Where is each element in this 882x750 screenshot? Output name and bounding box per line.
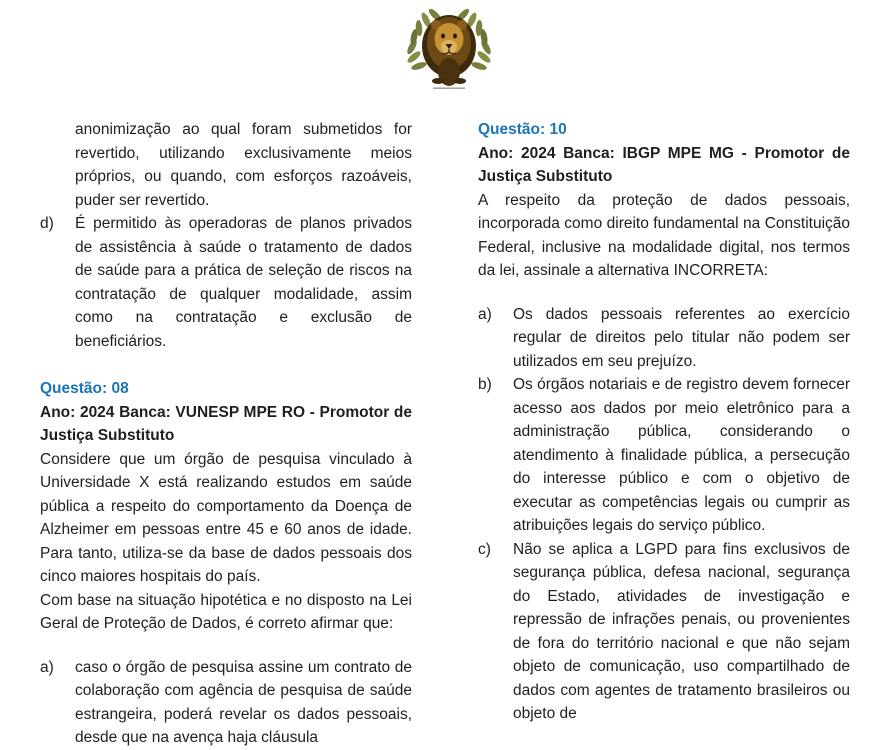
- option-d-marker: d): [40, 215, 54, 232]
- question-10-option-b: [478, 373, 850, 538]
- question-10-option-b-marker: b): [478, 376, 492, 393]
- question-08-option-a: [40, 656, 412, 750]
- question-08-body-1: Considere que um órgão de pesquisa vinculado à Universidade X está realizando estudos em saúde pública a respeito do comportamento da Doença de Alzheimer em pessoas entre 45 e 60 anos de idade. Para tanto, utiliza-se da base de dados pessoais dos cinco maiores hospitais do país.: [40, 450, 412, 585]
- question-08-option-a-text: caso o órgão de pesquisa assine um contrato de colaboração com agência de pesquisa de saúde estrangeira, poderá revelar os dados pessoais, desde que na avença haja cláusula: [75, 658, 412, 746]
- right-column: [478, 118, 850, 726]
- question-10-heading: Questão: 10: [478, 121, 567, 138]
- option-c-continuation: anonimização ao qual foram submetidos for revertido, utilizando exclusivamente meios próprios, ou quando, com esforços razoáveis, puder ser revertido.: [75, 121, 412, 209]
- lion-head-icon: [422, 15, 476, 89]
- question-10-option-c: [478, 538, 850, 726]
- question-10-option-b-text: Os órgãos notariais e de registro devem fornecer acesso aos dados por meio eletrônico para a administração pública, considerando o atendimento à finalidade pública, a persecução do interesse público e com o objetivo de executar as competências legais ou cumprir as atribuições legais do serviço público.: [513, 376, 850, 534]
- question-08-option-a-marker: a): [40, 658, 54, 676]
- question-10-option-c-text: Não se aplica a LGPD para fins exclusivos de segurança pública, defesa nacional, segurança do Estado, atividades de investigação e repressão de infrações penais, ou provenientes de fora do território nacional e que não sejam objeto de comunicação, uso compartilhado de dados com agentes de tratamento brasileiros ou objeto de: [513, 540, 850, 722]
- lion-laurel-icon: [389, 2, 509, 94]
- left-column: [40, 118, 412, 750]
- question-10-option-c-marker: c): [478, 540, 491, 558]
- question-08-source: Ano: 2024 Banca: VUNESP MPE RO - Promotor de Justiça Substituto: [40, 403, 412, 444]
- lion-laurel-emblem: [389, 2, 509, 94]
- question-08-body-2: Com base na situação hipotética e no disposto na Lei Geral de Proteção de Dados, é correto afirmar que:: [40, 591, 412, 632]
- question-10-body: A respeito da proteção de dados pessoais, incorporada como direito fundamental na Constituição Federal, inclusive na modalidade digital, nos termos da lei, assinale a alternativa INCORRETA:: [478, 191, 850, 279]
- question-08-heading: Questão: 08: [40, 380, 129, 397]
- question-10-option-a-text: Os dados pessoais referentes ao exercício regular de direitos pelo titular não podem ser utilizados em seu prejuízo.: [513, 305, 850, 370]
- option-d-text: É permitido às operadoras de planos privados de assistência à saúde o tratamento de dados de saúde para a prática de seleção de riscos na contratação de qualquer modalidade, assim como na contratação e exclusão de beneficiários.: [75, 215, 412, 350]
- question-10-source: Ano: 2024 Banca: IBGP MPE MG - Promotor de Justiça Substituto: [478, 144, 850, 185]
- option-d: [40, 212, 412, 353]
- question-10-option-a: [478, 303, 850, 374]
- question-10-option-a-marker: a): [478, 305, 492, 323]
